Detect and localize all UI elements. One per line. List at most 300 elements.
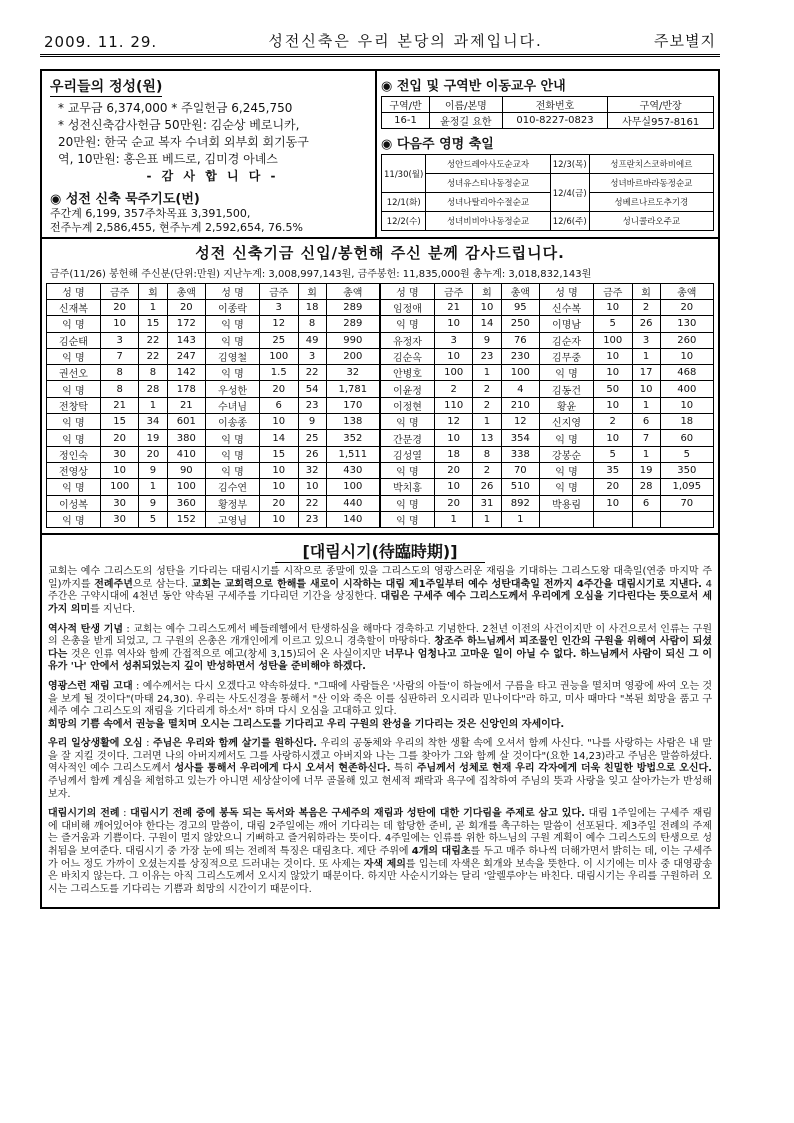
table-cell: [660, 511, 713, 527]
text-run: 역사적 탄생 기념: [48, 623, 124, 635]
table-cell: [540, 511, 594, 527]
table-cell: 170: [326, 397, 379, 413]
table-cell: 12/3(목): [550, 155, 589, 174]
table-cell: 간문경: [381, 430, 435, 446]
table-cell: 12: [501, 414, 540, 430]
table-cell: 8: [100, 381, 139, 397]
table-cell: 안병호: [381, 365, 435, 381]
text-run: 4개의 대림초: [411, 846, 471, 858]
table-cell: 8: [100, 365, 139, 381]
table-cell: 우성한: [206, 381, 260, 397]
table-cell: 10: [259, 414, 298, 430]
birthday-title-text: 다음주 영명 축일: [396, 137, 494, 152]
table-cell: 468: [660, 365, 713, 381]
table-cell: 12/6(주): [550, 212, 589, 231]
table-cell: 김순옥: [381, 348, 435, 364]
table-cell: 10: [473, 300, 501, 316]
table-header-cell: 성 명: [47, 284, 101, 300]
table-header-cell: 금주: [259, 284, 298, 300]
table-cell: 20: [593, 479, 632, 495]
table-cell: 2: [593, 414, 632, 430]
table-cell: 성녀바르바라동정순교: [589, 174, 713, 193]
table-cell: 김순태: [47, 332, 101, 348]
header-title: 성전신축은 우리 본당의 과제입니다.: [268, 32, 543, 50]
table-row: [381, 381, 714, 397]
table-cell: 380: [167, 430, 206, 446]
table-cell: 18: [434, 446, 473, 462]
table-cell: 1: [632, 397, 660, 413]
table-cell: 윤정길 요한: [430, 113, 503, 129]
text-run: 창조주 하느님께서 피조물인 인간의 구원을 위해여 사람이 되셨다는: [48, 636, 713, 660]
text-run: 전례주년: [94, 578, 133, 590]
table-cell: 5: [593, 316, 632, 332]
advent-article: [42, 535, 718, 907]
table-cell: [593, 511, 632, 527]
table-cell: 11/30(월): [382, 155, 426, 193]
table-cell: 138: [326, 414, 379, 430]
transfer-table: [381, 96, 714, 129]
table-cell: 10: [593, 348, 632, 364]
table-cell: 22: [298, 495, 326, 511]
table-cell: 신지영: [540, 414, 594, 430]
transfer-title: [381, 75, 714, 94]
table-cell: 30: [100, 511, 139, 527]
table-cell: 49: [298, 332, 326, 348]
text-run: 주님께서 함께 계심을 체험하고 있는가 아니면 세상살이에 너무 골몰해 있고 현세적 쾌락과 욕구에 집착하여 주님의 뜻과 사랑을 잊고 살아가는가 반성해 보자.: [48, 776, 712, 800]
table-cell: 4: [501, 381, 540, 397]
transfer-box: [377, 71, 718, 237]
offering-box: [42, 71, 377, 237]
table-header-cell: 전화번호: [502, 97, 608, 113]
table-cell: 10: [593, 397, 632, 413]
table-cell: 1: [473, 414, 501, 430]
table-header-cell: 금주: [434, 284, 473, 300]
table-cell: 5: [660, 446, 713, 462]
table-cell: 23: [298, 511, 326, 527]
table-cell: 50: [593, 381, 632, 397]
table-cell: 익 명: [540, 462, 594, 478]
table-cell: 10: [593, 300, 632, 316]
table-cell: 익 명: [47, 479, 101, 495]
article-paragraph: [48, 681, 712, 731]
table-cell: 289: [326, 300, 379, 316]
table-cell: 10: [259, 462, 298, 478]
table-cell: 10: [298, 479, 326, 495]
table-row: [382, 212, 714, 231]
text-run: 4주간은 구약시대에 4천년 동안 약속된 구세주를 기다리던 기간을 상징한다.: [48, 578, 712, 603]
table-cell: 이정현: [381, 397, 435, 413]
table-cell: 210: [501, 397, 540, 413]
birthday-title: [381, 133, 714, 152]
table-cell: 70: [660, 495, 713, 511]
table-cell: 10: [632, 381, 660, 397]
text-run: 특히: [390, 763, 417, 775]
table-cell: 익 명: [47, 381, 101, 397]
donation-table-right: [380, 283, 714, 528]
table-cell: 5: [593, 446, 632, 462]
table-row: [382, 193, 714, 212]
table-cell: 신수복: [540, 300, 594, 316]
table-cell: 430: [326, 462, 379, 478]
table-cell: 30: [100, 446, 139, 462]
table-header-cell: 금주: [100, 284, 139, 300]
text-run: :: [142, 738, 153, 750]
table-cell: 14: [473, 316, 501, 332]
table-header-cell: 성 명: [381, 284, 435, 300]
table-cell: 31: [473, 495, 501, 511]
table-cell: 황정부: [206, 495, 260, 511]
article-paragraph: [48, 566, 712, 616]
table-cell: 1.5: [259, 365, 298, 381]
offering-line: * 성전신축감사헌금 50만원: 김순상 베로니카,: [58, 118, 300, 132]
offering-thanks: - 감 사 합 니 다 -: [146, 169, 279, 183]
table-cell: 익 명: [206, 462, 260, 478]
table-cell: 김동건: [540, 381, 594, 397]
table-cell: 21: [100, 397, 139, 413]
table-cell: 26: [473, 479, 501, 495]
table-cell: 성안드레아사도순교자: [426, 155, 550, 174]
table-cell: 100: [434, 365, 473, 381]
prayer-line: 주간계 6,199, 357주차목표 3,391,500,: [50, 207, 251, 220]
table-cell: 510: [501, 479, 540, 495]
header-date: 2009. 11. 29.: [44, 33, 158, 51]
table-row: [381, 495, 714, 511]
table-cell: 23: [298, 397, 326, 413]
table-cell: 12/2(수): [382, 212, 426, 231]
text-run: 성사를 통해서 우리에게 다시 오셔서 현존하신다.: [174, 763, 391, 775]
table-cell: 성베르나르도추기경: [589, 193, 713, 212]
table-cell: 350: [660, 462, 713, 478]
table-header-cell: 회: [298, 284, 326, 300]
text-run: 으로 삼는다.: [132, 578, 192, 590]
table-cell: 10: [259, 479, 298, 495]
table-cell: 10: [434, 479, 473, 495]
table-cell: 익 명: [47, 414, 101, 430]
table-cell: 1,095: [660, 479, 713, 495]
table-cell: 2: [473, 462, 501, 478]
table-cell: 1,781: [326, 381, 379, 397]
table-cell: 9: [298, 414, 326, 430]
table-cell: 3: [298, 348, 326, 364]
table-row: [382, 155, 714, 174]
prayer-line: 전주누계 2,586,455, 현주누계 2,592,654, 76.5%: [50, 221, 303, 234]
table-cell: 360: [167, 495, 206, 511]
table-cell: 12: [434, 414, 473, 430]
table-cell: 10: [259, 511, 298, 527]
table-row: [381, 414, 714, 430]
bullet-icon: ◉: [381, 137, 397, 152]
text-run: : 교회는 예수 그리스도께서 베들레헴에서 탄생하심을 해마다 경축하고 기념한다. 2천년 이전의 사건이지만 이 사건으로서 인류는 구원의 은총을 받게 되었고, 그 구원의 은총은 개개인에게 이르고 있으니 경축할이 마땅하다.: [48, 623, 712, 648]
table-cell: 100: [100, 479, 139, 495]
table-cell: 김성열: [381, 446, 435, 462]
table-cell: 289: [326, 316, 379, 332]
table-cell: 익 명: [47, 511, 101, 527]
table-cell: 사무실957-8161: [608, 113, 714, 129]
table-cell: 15: [139, 316, 167, 332]
table-row: [381, 462, 714, 478]
table-cell: 16-1: [382, 113, 430, 129]
table-row: [47, 300, 380, 316]
table-cell: 1: [632, 446, 660, 462]
text-run: :: [119, 808, 131, 820]
table-cell: 601: [167, 414, 206, 430]
table-header-cell: 구역/반장: [608, 97, 714, 113]
table-cell: 172: [167, 316, 206, 332]
table-cell: 22: [139, 348, 167, 364]
article-paragraph: [48, 738, 712, 801]
table-cell: 익 명: [540, 479, 594, 495]
table-cell: 10: [100, 316, 139, 332]
transfer-title-text: 전입 및 구역반 이동교우 안내: [396, 79, 566, 94]
prayer-box: [50, 188, 367, 235]
table-cell: 정인숙: [47, 446, 101, 462]
text-run: 우리 일상생활에 오심: [48, 738, 143, 750]
content-frame: [40, 69, 720, 909]
offering-line: * 교무금 6,374,000 * 주일헌금 6,245,750: [58, 101, 293, 115]
table-row: [47, 495, 380, 511]
prayer-title: [50, 188, 367, 207]
text-run: 대림시기 전례 중에 봉독 되는 독서와 복음은 구세주의 재림과 성탄에 대한 기다림을 주제로 삼고 있다.: [130, 808, 585, 820]
table-row: [381, 430, 714, 446]
text-run: 교회는 예수 그리스도의 성탄을 기다리는 대림시기를 시작으로 종말에 있을 그리스도의 영광스러운 재림을 기대하는 그리스도왕 대축일(연중 마지막 주일)까지를: [48, 566, 712, 590]
table-row: [381, 316, 714, 332]
header-label: 주보별지: [654, 32, 716, 50]
table-cell: 22: [139, 332, 167, 348]
table-header-cell: 총액: [326, 284, 379, 300]
table-cell: 34: [139, 414, 167, 430]
table-header-cell: 회: [139, 284, 167, 300]
table-cell: 100: [259, 348, 298, 364]
table-cell: 19: [139, 430, 167, 446]
table-cell: 250: [501, 316, 540, 332]
table-header-row: [381, 284, 714, 300]
table-row: [47, 430, 380, 446]
table-header-cell: 성 명: [206, 284, 260, 300]
table-cell: 76: [501, 332, 540, 348]
table-cell: 10: [660, 397, 713, 413]
table-cell: 6: [632, 495, 660, 511]
table-cell: 10: [593, 495, 632, 511]
table-cell: 익 명: [47, 316, 101, 332]
table-cell: 1: [473, 365, 501, 381]
table-cell: 338: [501, 446, 540, 462]
table-cell: 박용림: [540, 495, 594, 511]
table-cell: 이송종: [206, 414, 260, 430]
offering-line: 20만원: 한국 순교 복자 수녀회 외부회 회기동구: [58, 135, 309, 149]
table-cell: 9: [139, 462, 167, 478]
table-cell: 10: [593, 365, 632, 381]
table-header-cell: 구역/반: [382, 97, 430, 113]
table-cell: 1: [139, 479, 167, 495]
birthday-table: [381, 154, 714, 231]
table-row: [47, 511, 380, 527]
table-cell: 15: [100, 414, 139, 430]
text-run: 대림 1주일에는 구세주 재림에 대비해 깨어있어야 한다는 경고의 말씀이, 대림 2주일에는 깨어 기다리는 데 합당한 준비, 곧 회개를 촉구하는 말씀이 선포된다. 제3주일 전례의 주제는 즐거움과 기쁨이다. 구원이 멀지 않았으니 기뻐하고 즐거워하라는 뜻이다. 4주일에는 인류를 위한 하느님의 구원 계획이 예수 그리스도의 탄생으로 성취됨을 보여준다. 대림시기 중 가장 눈에 띄는 전례적 특징은 대림초다. 제단 주위에: [48, 808, 712, 858]
table-cell: 김수연: [206, 479, 260, 495]
table-cell: 20: [259, 381, 298, 397]
table-cell: 8: [298, 316, 326, 332]
table-cell: 2: [473, 397, 501, 413]
table-cell: 892: [501, 495, 540, 511]
top-row: [42, 71, 718, 239]
table-cell: 익 명: [206, 430, 260, 446]
table-cell: 익 명: [206, 316, 260, 332]
table-cell: 28: [632, 479, 660, 495]
table-cell: 20: [139, 446, 167, 462]
table-cell: 35: [593, 462, 632, 478]
donation-section: [42, 239, 718, 535]
table-cell: 140: [326, 511, 379, 527]
table-cell: 20: [434, 462, 473, 478]
table-cell: 28: [139, 381, 167, 397]
table-row: [47, 462, 380, 478]
table-row: [381, 479, 714, 495]
bullet-icon: ◉: [50, 192, 66, 207]
table-cell: 15: [259, 446, 298, 462]
table-cell: 익 명: [206, 446, 260, 462]
table-cell: 익 명: [206, 365, 260, 381]
table-row: [381, 511, 714, 527]
table-cell: 익 명: [47, 348, 101, 364]
table-cell: 유정자: [381, 332, 435, 348]
donation-tables: [46, 283, 714, 528]
table-cell: 100: [326, 479, 379, 495]
table-cell: 260: [660, 332, 713, 348]
table-cell: 9: [139, 495, 167, 511]
table-row: [382, 174, 714, 193]
table-cell: 20: [100, 430, 139, 446]
table-cell: 13: [473, 430, 501, 446]
table-header-cell: 회: [473, 284, 501, 300]
table-cell: 익 명: [381, 462, 435, 478]
donation-table-left: [46, 283, 380, 528]
table-cell: 5: [139, 511, 167, 527]
article-paragraph: [48, 808, 712, 896]
table-cell: 14: [259, 430, 298, 446]
table-cell: 21: [167, 397, 206, 413]
text-run: 를 입는데 자색은 회개와 보속을 뜻한다. 이 시기에는 미사 중 대영광송은 바치지 않는다. 그 이유는 아직 그리스도께서 오시지 않았기 때문이다. 하지만 사순시기와는 달리 '알렐루야'는 바친다. 대림시기는 우리를 구원하러 오시는 그리스도를 기다리는 기쁨과 희망의 시간이기 때문이다.: [48, 858, 712, 895]
table-cell: 권선오: [47, 365, 101, 381]
table-row: [47, 479, 380, 495]
text-run: 주님께서 성체로 현재 우리 각자에게 더욱 친밀한 방법으로 오신다.: [416, 763, 712, 775]
bulletin-page: [40, 30, 720, 1075]
table-cell: 6: [259, 397, 298, 413]
table-row: [47, 348, 380, 364]
table-row: [47, 365, 380, 381]
page-header: [40, 30, 720, 57]
table-cell: 100: [593, 332, 632, 348]
table-header-cell: 총액: [167, 284, 206, 300]
table-header-cell: 금주: [593, 284, 632, 300]
table-cell: 김무중: [540, 348, 594, 364]
table-cell: 익 명: [540, 430, 594, 446]
table-row: [381, 348, 714, 364]
table-cell: 1: [473, 511, 501, 527]
table-cell: 010-8227-0823: [502, 113, 608, 129]
table-row: [47, 414, 380, 430]
table-cell: 익 명: [540, 365, 594, 381]
table-cell: 이성복: [47, 495, 101, 511]
table-cell: 성니콜라오주교: [589, 212, 713, 231]
table-header-cell: 성 명: [540, 284, 594, 300]
table-cell: 10: [660, 348, 713, 364]
table-cell: 이명남: [540, 316, 594, 332]
table-cell: 143: [167, 332, 206, 348]
table-cell: 20: [434, 495, 473, 511]
table-cell: 익 명: [381, 495, 435, 511]
table-cell: 신재복: [47, 300, 101, 316]
table-cell: 익 명: [381, 316, 435, 332]
table-cell: 17: [632, 365, 660, 381]
table-row: [381, 446, 714, 462]
article-paragraph: [48, 624, 712, 674]
table-cell: 전창탁: [47, 397, 101, 413]
table-cell: 990: [326, 332, 379, 348]
table-cell: 강봉순: [540, 446, 594, 462]
table-cell: 1: [139, 397, 167, 413]
table-cell: 18: [660, 414, 713, 430]
table-cell: 12/1(화): [382, 193, 426, 212]
table-cell: 박치홍: [381, 479, 435, 495]
text-run: 너무나 엄청나고 고마운 일이 아닐 수 없다. 하느님께서 사람이 되신 그 이유가 '나' 안에서 성취되었는지 깊이 반성하면서 성탄을 준비해야 하겠다.: [48, 648, 713, 673]
table-cell: 1: [632, 348, 660, 364]
table-cell: 이윤정: [381, 381, 435, 397]
table-cell: 130: [660, 316, 713, 332]
table-cell: 1: [139, 300, 167, 316]
table-cell: 200: [326, 348, 379, 364]
table-cell: 10: [434, 348, 473, 364]
table-cell: 142: [167, 365, 206, 381]
table-cell: 230: [501, 348, 540, 364]
table-cell: 22: [298, 365, 326, 381]
table-cell: 18: [298, 300, 326, 316]
table-cell: 2: [632, 300, 660, 316]
table-cell: 전영상: [47, 462, 101, 478]
table-cell: 247: [167, 348, 206, 364]
table-cell: 6: [632, 414, 660, 430]
table-cell: 성프란치스코하비에르: [589, 155, 713, 174]
table-cell: 7: [100, 348, 139, 364]
text-run: 우리의 공동체와 우리의 착한 생활 속에 오셔서 함께 사신다. "나를 사랑하는 사람은 내 말을 잘 지킬 것이다. 그러면 나의 아버지께서도 그를 사랑하시겠고 아버지와 나는 그를 찾아가 그와 함께 살 것이다"(요한 14,23)라고 주님은 말씀하셨다. 역사적인 예수 그리스도께서: [48, 738, 713, 775]
table-cell: 354: [501, 430, 540, 446]
table-row: [382, 113, 714, 129]
table-cell: 10: [593, 430, 632, 446]
table-cell: 19: [632, 462, 660, 478]
table-cell: 김영철: [206, 348, 260, 364]
table-cell: 1,511: [326, 446, 379, 462]
table-cell: 1: [434, 511, 473, 527]
table-row: [47, 381, 380, 397]
table-row: [47, 316, 380, 332]
text-run: 영광스런 재림 고대: [48, 680, 133, 692]
table-cell: 8: [473, 446, 501, 462]
text-run: 교회는 교회력으로 한해를 새로이 시작하는 대림 제1주일부터 예수 성탄대축일 전까지 4주간을 대림시기로 지낸다.: [191, 578, 702, 590]
text-run: 주님은 우리와 함께 살기를 원하신다.: [152, 738, 317, 750]
table-cell: 25: [259, 332, 298, 348]
table-cell: 수녀님: [206, 397, 260, 413]
table-cell: 90: [167, 462, 206, 478]
bullet-icon: ◉: [381, 79, 397, 94]
table-cell: 10: [434, 316, 473, 332]
table-cell: 100: [167, 479, 206, 495]
table-cell: 익 명: [381, 414, 435, 430]
table-cell: 익 명: [381, 511, 435, 527]
table-cell: 25: [298, 430, 326, 446]
table-cell: 400: [660, 381, 713, 397]
table-cell: 100: [501, 365, 540, 381]
table-cell: 익 명: [206, 332, 260, 348]
text-run: 를 지닌다.: [90, 603, 136, 615]
